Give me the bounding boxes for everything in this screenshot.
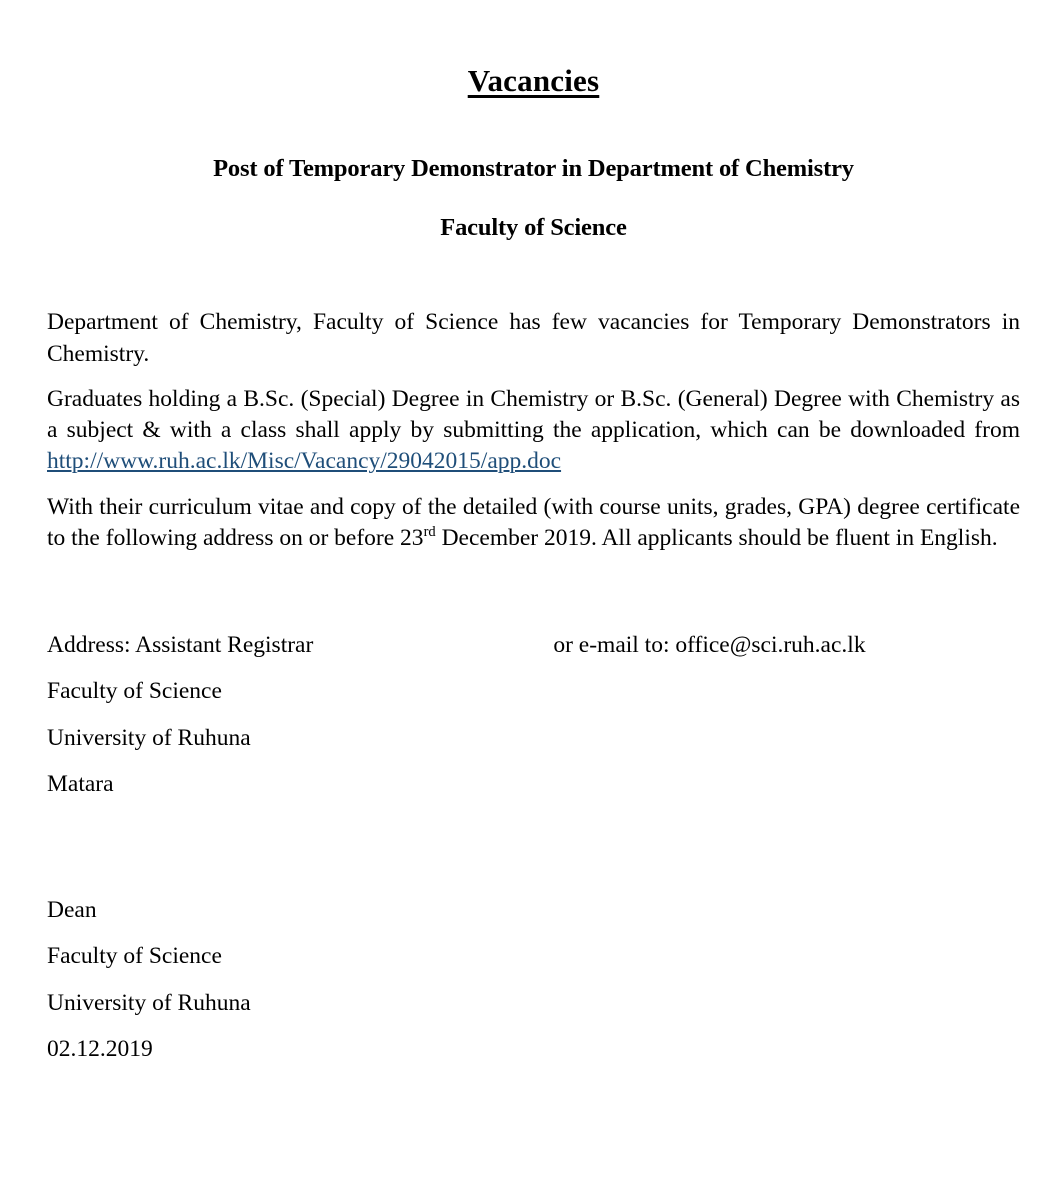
submission-text-part-two: December 2019. All applicants should be fluent in English. xyxy=(435,524,998,551)
subtitle-faculty: Faculty of Science xyxy=(440,214,627,242)
eligibility-text: Graduates holding a B.Sc. (Special) Degree in Chemistry or B.Sc. (General) Degree with Chemistry as a subject & with a class shall apply by submitting the application, which can be downloaded from xyxy=(47,385,1020,444)
address-block xyxy=(47,630,1020,800)
address-row-registrar xyxy=(47,630,1020,661)
paragraph-intro: Department of Chemistry, Faculty of Science has few vacancies for Temporary Demonstrators in Chemistry. xyxy=(47,309,1020,367)
address-label: Address: Assistant Registrar xyxy=(47,632,314,659)
signature-line-university: University of Ruhuna xyxy=(47,989,251,1016)
paragraph-eligibility xyxy=(47,384,1020,478)
email-contact: or e-mail to: office@sci.ruh.ac.lk xyxy=(553,632,866,659)
signature-line-faculty: Faculty of Science xyxy=(47,943,222,970)
signature-line-date: 02.12.2019 xyxy=(47,1035,153,1062)
address-line-university: University of Ruhuna xyxy=(47,724,251,751)
signature-line-dean: Dean xyxy=(47,897,97,924)
address-line-city: Matara xyxy=(47,770,114,797)
subtitle-block xyxy=(47,153,1020,245)
body-block xyxy=(47,307,1020,554)
signature-block xyxy=(47,895,1020,1065)
page-title xyxy=(47,0,1020,101)
date-ordinal-suffix: rd xyxy=(423,524,436,541)
page-title-text: Vacancies xyxy=(467,63,600,98)
paragraph-submission xyxy=(47,492,1020,555)
subtitle-post: Post of Temporary Demonstrator in Department of Chemistry xyxy=(213,154,854,182)
submission-text-part-one: With their curriculum vitae and copy of the detailed (with course units, grades, GPA) degree certificate to the following address on or before 23 xyxy=(47,493,1020,551)
address-line-faculty: Faculty of Science xyxy=(47,678,222,705)
application-download-link[interactable]: http://www.ruh.ac.lk/Misc/Vacancy/29042015/app.doc xyxy=(47,448,562,475)
